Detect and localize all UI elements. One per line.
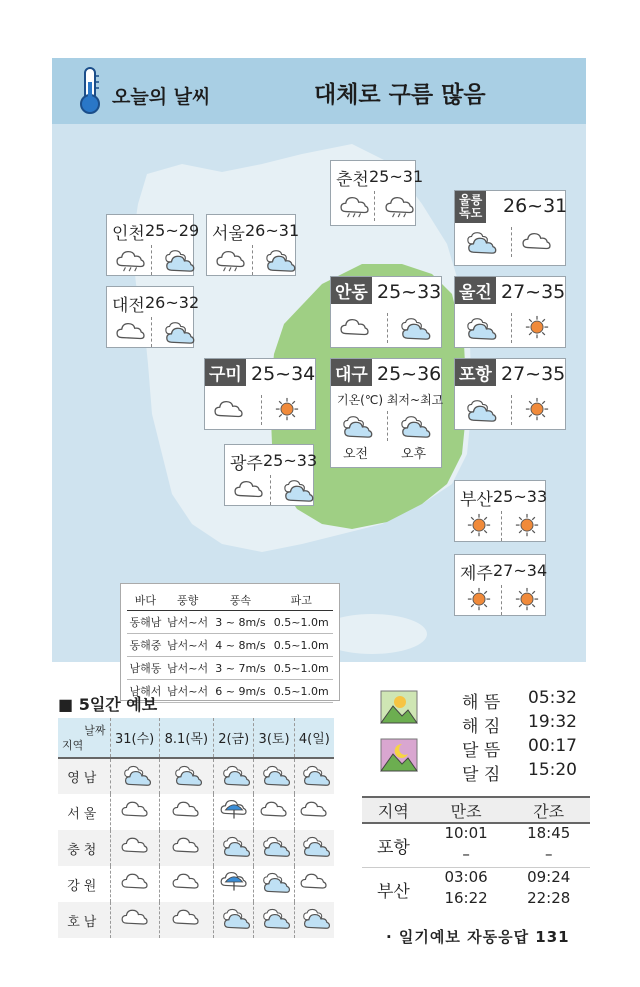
forecast-cell	[214, 866, 254, 902]
moonset-label: 달 짐	[462, 765, 501, 785]
sun-icon	[509, 513, 545, 539]
partly-cloudy-icon	[218, 834, 250, 858]
tide-high: 10:01	[444, 824, 488, 842]
sea-cell: 0.5~1.0m	[270, 634, 333, 657]
tide-high: 03:06	[425, 867, 508, 889]
city-name: 울진	[455, 277, 496, 304]
tide-region: 포항	[376, 837, 410, 858]
forecast-cell	[214, 902, 254, 938]
tide-header: 지역	[362, 797, 425, 823]
city-temperature: 25~31	[369, 167, 424, 186]
forecast-cell	[254, 902, 294, 938]
city-card	[204, 358, 316, 430]
sun-icon	[519, 315, 555, 341]
tide-row	[362, 867, 590, 889]
partly-cloudy-icon	[170, 763, 202, 787]
tide-region: 부산	[362, 867, 425, 911]
sea-header: 풍향	[164, 590, 212, 611]
forecast-cell	[254, 866, 294, 902]
forecast-row	[58, 794, 334, 830]
forecast-cell	[214, 794, 254, 830]
tide-header: 만조	[425, 797, 508, 823]
partly-cloudy-icon	[395, 315, 431, 341]
moonrise-label: 달 뜸	[462, 741, 501, 761]
forecast-cell	[110, 794, 159, 830]
sea-cell: 남해동	[127, 657, 164, 680]
city-card	[454, 480, 546, 542]
tide-low: –	[544, 845, 553, 863]
partly-cloudy-icon	[298, 906, 330, 930]
thermometer-icon	[76, 66, 104, 116]
sea-cell: 0.5~1.0m	[270, 680, 333, 703]
city-card	[330, 276, 442, 348]
sea-cell: 남서~서	[164, 657, 212, 680]
moon-mountain-icon	[380, 738, 418, 772]
cloud-icon	[298, 798, 330, 822]
moonrise-time: 00:17	[528, 736, 577, 756]
cloud-icon	[119, 906, 151, 930]
sea-cell: 남서~서	[164, 634, 212, 657]
city-name: 제주	[460, 564, 493, 584]
sunrise-time: 05:32	[528, 688, 577, 708]
corner-date-label: 날짜	[84, 724, 106, 737]
forecast-cell	[214, 758, 254, 794]
city-temperature: 25~33	[493, 487, 548, 506]
city-name: 서울	[212, 224, 245, 244]
sea-conditions-table	[120, 583, 340, 701]
sea-cell: 남서~서	[164, 611, 212, 634]
forecast-region: 강원	[58, 866, 110, 902]
forecast-cell	[294, 758, 334, 794]
sea-row	[127, 634, 333, 657]
forecast-cell	[294, 866, 334, 902]
sun-icon	[461, 513, 497, 539]
cloud-rain-icon	[337, 193, 373, 219]
partly-cloudy-icon	[159, 319, 195, 345]
forecast-cell	[294, 830, 334, 866]
forecast-cell	[110, 902, 159, 938]
forecast-cell	[110, 830, 159, 866]
panel-header	[52, 58, 586, 124]
partly-cloudy-icon	[395, 413, 431, 439]
divider	[252, 245, 253, 275]
temperature-legend: 기온(℃) 최저~최고	[337, 393, 444, 407]
city-name: 대전	[112, 296, 145, 316]
divider	[511, 395, 512, 425]
cloud-rain-icon	[113, 247, 149, 273]
cloud-rain-icon	[382, 193, 418, 219]
cloud-icon	[298, 870, 330, 894]
city-card	[106, 286, 200, 348]
sea-cell: 남서~서	[164, 680, 212, 703]
forecast-cell	[159, 830, 213, 866]
city-name: 안동	[331, 277, 372, 304]
city-card	[206, 214, 300, 276]
divider	[151, 245, 152, 275]
divider	[501, 585, 502, 615]
partly-cloudy-icon	[337, 413, 373, 439]
city-card	[454, 190, 566, 266]
weather-summary: 대체로 구름 많음	[314, 82, 486, 108]
sunset-label: 해 짐	[462, 717, 501, 737]
tide-header: 간조	[507, 797, 590, 823]
divider	[511, 313, 512, 343]
city-name: 부산	[460, 490, 493, 510]
partly-cloudy-icon	[258, 763, 290, 787]
city-temperature: 26~32	[145, 293, 200, 312]
sea-cell: 3 ~ 7m/s	[211, 657, 269, 680]
divider	[261, 395, 262, 425]
cloud-icon	[170, 798, 202, 822]
divider	[151, 317, 152, 347]
forecast-row	[58, 866, 334, 902]
city-card	[454, 554, 546, 616]
city-temperature: 25~33	[377, 281, 442, 303]
cloud-icon	[170, 906, 202, 930]
forecast-row	[58, 758, 334, 794]
divider	[511, 227, 512, 257]
cloud-icon	[211, 397, 247, 423]
partly-cloudy-icon	[159, 247, 195, 273]
forecast-cell	[159, 866, 213, 902]
sea-row	[127, 611, 333, 634]
city-temperature: 25~29	[145, 221, 200, 240]
cloud-rain-icon	[213, 247, 249, 273]
city-card	[106, 214, 200, 276]
partly-cloudy-icon	[218, 763, 250, 787]
forecast-region: 호남	[58, 902, 110, 938]
sunset-time: 19:32	[528, 712, 577, 732]
sea-cell: 남해서	[127, 680, 164, 703]
sea-cell: 동해중	[127, 634, 164, 657]
forecast-region: 서울	[58, 794, 110, 830]
sun-icon	[519, 397, 555, 423]
five-day-forecast-table	[58, 718, 334, 938]
moonset-time: 15:20	[528, 760, 577, 780]
page-title: 오늘의 날씨	[112, 86, 211, 108]
city-temperature: 27~34	[493, 561, 548, 580]
cloud-icon	[119, 834, 151, 858]
forecast-cell	[254, 758, 294, 794]
tide-low: 18:45	[527, 824, 571, 842]
partly-cloudy-icon	[258, 870, 290, 894]
sea-cell: 동해남	[127, 611, 164, 634]
forecast-cell	[254, 794, 294, 830]
forecast-cell	[159, 902, 213, 938]
forecast-cell	[214, 830, 254, 866]
forecast-cell	[159, 758, 213, 794]
partly-cloudy-icon	[461, 397, 497, 423]
city-temperature: 25~36	[377, 363, 442, 385]
cloud-icon	[119, 870, 151, 894]
city-name: 춘천	[336, 170, 369, 190]
divider	[374, 191, 375, 221]
sea-row	[127, 657, 333, 680]
sunrise-label: 해 뜸	[462, 693, 501, 713]
am-label: 오전	[343, 447, 369, 462]
partly-cloudy-icon	[119, 763, 151, 787]
partly-cloudy-icon	[298, 834, 330, 858]
tide-high: –	[462, 845, 470, 863]
corner-region-label: 지역	[62, 739, 84, 752]
divider	[387, 313, 388, 343]
cloud-icon	[258, 798, 290, 822]
forecast-cell	[159, 794, 213, 830]
forecast-region: 영남	[58, 758, 110, 794]
city-name: 구미	[205, 359, 246, 386]
partly-cloudy-icon	[260, 247, 296, 273]
sea-cell: 0.5~1.0m	[270, 611, 333, 634]
cloud-icon	[119, 798, 151, 822]
tide-low: 09:24	[507, 867, 590, 889]
tide-high: 16:22	[444, 889, 488, 907]
forecast-cell	[294, 902, 334, 938]
city-temperature: 25~33	[263, 451, 318, 470]
divider	[387, 411, 388, 441]
sun-icon	[461, 587, 497, 613]
sun-icon	[269, 397, 305, 423]
forecast-cell	[294, 794, 334, 830]
cloud-icon	[170, 870, 202, 894]
forecast-day: 4(일)	[294, 718, 334, 758]
tide-table	[362, 796, 590, 911]
city-card	[454, 276, 566, 348]
forecast-day: 8.1(목)	[159, 718, 213, 758]
city-card	[330, 358, 442, 468]
forecast-day: 3(토)	[254, 718, 294, 758]
partly-cloudy-icon	[278, 477, 314, 503]
partly-cloudy-icon	[258, 906, 290, 930]
sea-header: 풍속	[211, 590, 269, 611]
city-temperature: 26~31	[503, 195, 568, 217]
pm-label: 오후	[401, 447, 427, 462]
forecast-row	[58, 830, 334, 866]
sun-mountain-icon	[380, 690, 418, 724]
city-name: 인천	[112, 224, 145, 244]
cloud-icon	[113, 319, 149, 345]
city-card	[330, 160, 424, 226]
city-temperature: 27~35	[501, 281, 566, 303]
umbrella-cloud-icon	[218, 798, 250, 822]
city-name: 대구	[331, 359, 372, 386]
partly-cloudy-icon	[461, 229, 497, 255]
sea-cell: 0.5~1.0m	[270, 657, 333, 680]
tide-low: 22:28	[527, 889, 571, 907]
partly-cloudy-icon	[218, 906, 250, 930]
sea-cell: 6 ~ 9m/s	[211, 680, 269, 703]
city-card	[224, 444, 318, 506]
sea-row	[127, 680, 333, 703]
divider	[501, 511, 502, 541]
forecast-row	[58, 902, 334, 938]
forecast-region: 충청	[58, 830, 110, 866]
divider	[270, 475, 271, 505]
sea-header: 바다	[127, 590, 164, 611]
sea-cell: 4 ~ 8m/s	[211, 634, 269, 657]
umbrella-cloud-icon	[218, 870, 250, 894]
cloud-icon	[170, 834, 202, 858]
corner-cell	[58, 718, 110, 758]
city-name: 포항	[455, 359, 496, 386]
city-name: 광주	[230, 454, 263, 474]
forecast-title: ■ 5일간 예보	[58, 695, 158, 714]
forecast-cell	[110, 758, 159, 794]
forecast-cell	[110, 866, 159, 902]
sun-icon	[509, 587, 545, 613]
cloud-icon	[231, 477, 267, 503]
city-name: 울릉 독도	[455, 191, 486, 223]
forecast-day: 31(수)	[110, 718, 159, 758]
city-card	[454, 358, 566, 430]
city-temperature: 25~34	[251, 363, 316, 385]
partly-cloudy-icon	[298, 763, 330, 787]
auto-reply-info: · 일기예보 자동응답 131	[386, 928, 570, 946]
forecast-title-text: 5일간 예보	[78, 695, 158, 714]
city-temperature: 27~35	[501, 363, 566, 385]
partly-cloudy-icon	[461, 315, 497, 341]
sea-cell: 3 ~ 8m/s	[211, 611, 269, 634]
partly-cloudy-icon	[258, 834, 290, 858]
cloud-icon	[519, 229, 555, 255]
cloud-icon	[337, 315, 373, 341]
city-temperature: 26~31	[245, 221, 300, 240]
tide-row	[362, 823, 590, 845]
forecast-cell	[254, 830, 294, 866]
sea-header: 파고	[270, 590, 333, 611]
forecast-day: 2(금)	[214, 718, 254, 758]
